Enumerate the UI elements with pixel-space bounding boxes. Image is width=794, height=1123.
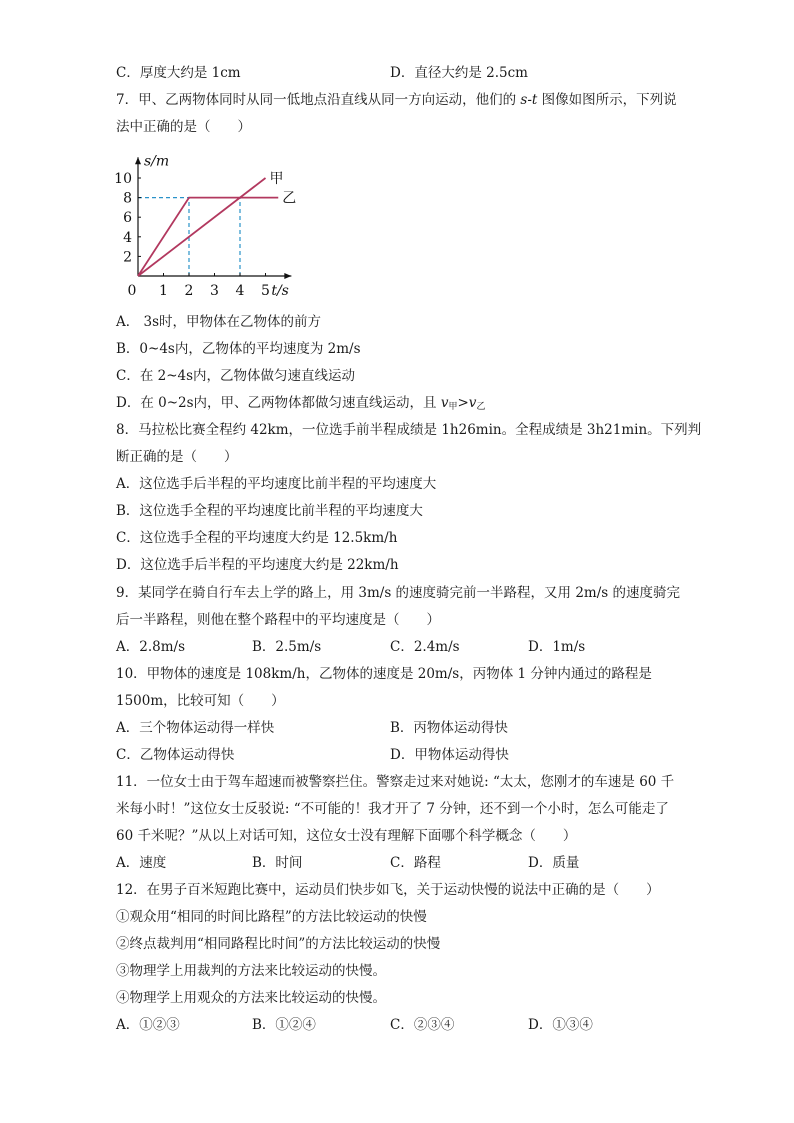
q11-stem-line-3: 60 千米呢？”从以上对话可知，这位女士没有理解下面哪个科学概念（ ） <box>116 828 577 844</box>
q10-option-a: A．三个物体运动得一样快 <box>116 720 275 736</box>
q9-option-c: C．2.4m/s <box>390 639 460 655</box>
graph-series <box>138 171 296 276</box>
q10-option-d: D．甲物体运动得快 <box>390 747 509 763</box>
q11-option-a: A．速度 <box>116 855 167 871</box>
q10-stem-line-1: 10．甲物体的速度是 108km/h，乙物体的速度是 20m/s，丙物体 1 分钟内通过的路程是 <box>116 666 652 682</box>
q12-option-b: B．①②④ <box>252 1017 316 1033</box>
x-tick-label: 2 <box>184 283 194 299</box>
x-axis-label: t/s <box>271 283 289 299</box>
q10-option-c: C．乙物体运动得快 <box>116 747 235 763</box>
q9-stem-line-1: 9．某同学在骑自行车去上学的路上，用 3m/s 的速度骑完前一半路程，又用 2m/s 的速度骑完 <box>116 585 680 601</box>
series-label-2: 乙 <box>282 190 297 207</box>
velocity-subscript: 乙 <box>476 402 486 412</box>
x-tick-label: 1 <box>159 283 168 299</box>
q12-statement-3: ③物理学上用裁判的方法来比较运动的快慢。 <box>116 963 386 979</box>
q11-stem-line-2: 米每小时！”这位女士反驳说: “不可能的！我才开了 7 分钟，还不到一个小时，怎么可能走了 <box>116 801 669 817</box>
series-label-1: 甲 <box>269 171 284 187</box>
q7-option-d-text: D．在 0~2s内，甲、乙两物体都做匀速直线运动，且 <box>116 395 441 411</box>
q12-option-d: D．①③④ <box>528 1017 593 1033</box>
q8-option-c: C．这位选手全程的平均速度大约是 12.5km/h <box>116 530 398 546</box>
q11-option-b: B．时间 <box>252 855 303 871</box>
q9-stem-line-2: 后一半路程，则他在整个路程中的平均速度是（ ） <box>116 612 440 628</box>
velocity-subscript: 甲 <box>448 402 458 412</box>
y-tick-label: 2 <box>123 249 132 266</box>
y-tick-label: 10 <box>114 171 132 187</box>
x-tick-label: 5 <box>261 283 270 299</box>
q12-statement-1: ①观众用“相同的时间比路程”的方法比较运动的快慢 <box>116 909 427 925</box>
q7-stem-line-2: 法中正确的是（ ） <box>116 119 251 135</box>
q7-stem-line-1 <box>116 91 677 109</box>
q7-option-a: A． 3s时，甲物体在乙物体的前方 <box>116 314 322 330</box>
q7-option-c: C．在 2~4s内，乙物体做匀速直线运动 <box>116 368 356 384</box>
q8-stem-line-2: 断正确的是（ ） <box>116 449 238 465</box>
q9-option-d: D．1m/s <box>528 639 586 655</box>
x-tick-label: 4 <box>235 283 245 299</box>
q7-stem-part: 7．甲、乙两物体同时从同一低地点沿直线从同一方向运动，他们的 <box>116 92 521 108</box>
greater-than-sign: > <box>457 395 469 411</box>
velocity-symbol: v <box>440 395 449 411</box>
q7-stem-part: 图像如图所示，下列说 <box>537 92 677 108</box>
q12-statement-2: ②终点裁判用“相同路程比时间”的方法比较运动的快慢 <box>116 936 441 952</box>
y-tick-label: 4 <box>123 229 132 246</box>
q8-option-a: A．这位选手后半程的平均速度比前半程的平均速度大 <box>116 476 437 492</box>
q6-option-c: C．厚度大约是 1cm <box>116 65 241 81</box>
x-tick-label: 3 <box>210 283 219 299</box>
q12-stem: 12．在男子百米短跑比赛中，运动员们快步如飞，关于运动快慢的说法中正确的是（ ） <box>116 882 660 898</box>
y-tick-label: 6 <box>123 210 132 227</box>
q8-option-b: B．这位选手全程的平均速度比前半程的平均速度大 <box>116 503 423 519</box>
q12-option-c: C．②③④ <box>390 1017 455 1033</box>
series-line-2 <box>138 198 278 276</box>
q8-option-d: D．这位选手后半程的平均速度大约是 22km/h <box>116 557 399 573</box>
y-axis-label: s/m <box>144 153 170 170</box>
velocity-symbol: v <box>468 395 477 411</box>
q11-stem-line-1: 11．一位女士由于驾车超速而被警察拦住。警察走过来对她说: “太太，您刚才的车速是 60 千 <box>116 774 675 790</box>
q11-option-c: C．路程 <box>390 855 441 871</box>
q11-option-d: D．质量 <box>528 855 580 871</box>
series-line-1 <box>138 178 266 276</box>
q10-stem-line-2: 1500m，比较可知（ ） <box>116 693 285 709</box>
q12-statement-4: ④物理学上用观众的方法来比较运动的快慢。 <box>116 990 386 1006</box>
q7-option-b: B．0~4s内，乙物体的平均速度为 2m/s <box>116 341 361 357</box>
y-axis-arrow <box>135 157 141 164</box>
st-graph <box>112 146 332 306</box>
q10-option-b: B．丙物体运动得快 <box>390 720 508 736</box>
q9-option-b: B．2.5m/s <box>252 639 322 655</box>
y-tick-label: 8 <box>123 190 132 207</box>
q6-option-d: D．直径大约是 2.5cm <box>390 65 528 81</box>
q7-option-d <box>116 394 485 416</box>
q9-option-a: A．2.8m/s <box>116 639 185 655</box>
q8-stem-line-1: 8．马拉松比赛全程约 42km，一位选手前半程成绩是 1h26min。全程成绩是 3h21min。下列判 <box>116 422 702 438</box>
q12-option-a: A．①②③ <box>116 1017 180 1033</box>
q7-stem-st-symbol: s-t <box>520 92 538 108</box>
x-tick-label: 0 <box>127 283 137 299</box>
x-axis-arrow <box>284 273 291 279</box>
